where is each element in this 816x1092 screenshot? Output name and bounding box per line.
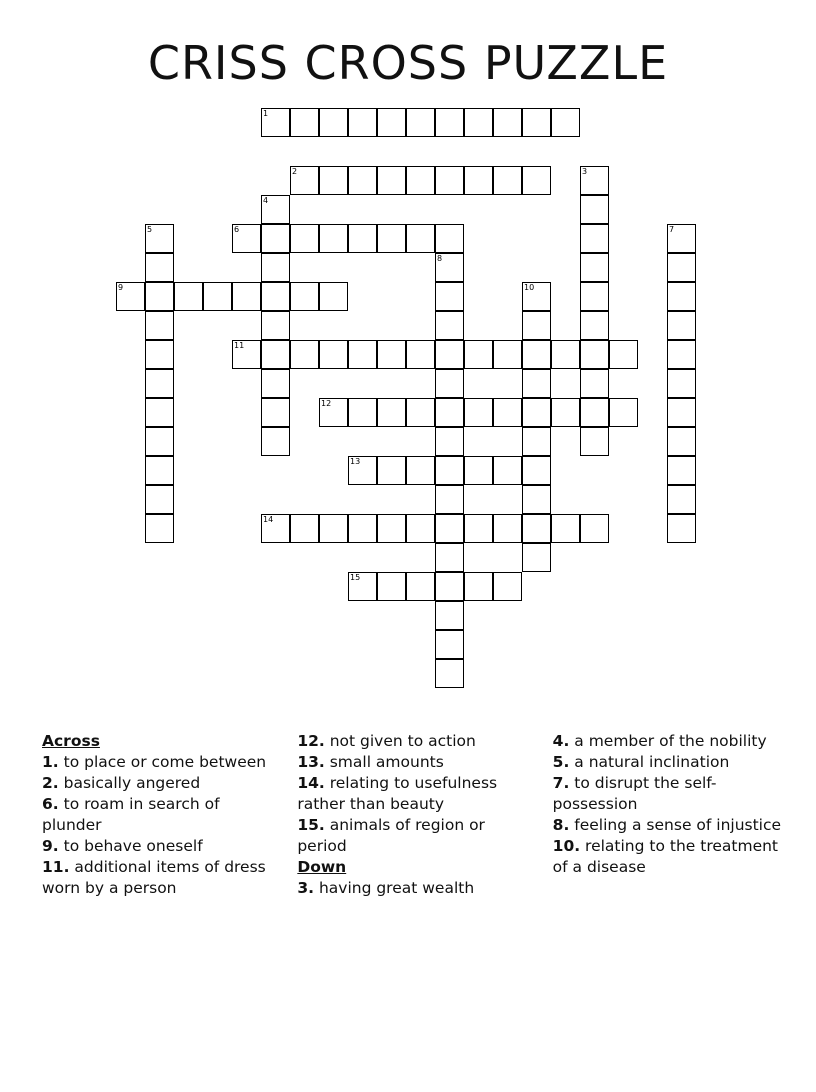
grid-cell-number: 15 [350,573,361,582]
grid-cell[interactable] [522,427,551,456]
grid-cell[interactable] [667,514,696,543]
clue-item [553,773,782,815]
grid-cell[interactable] [493,514,522,543]
grid-cell[interactable] [551,108,580,137]
clue-text: relating to usefulness rather than beauty [297,774,498,813]
page-title: CRISS CROSS PUZZLE [147,36,669,90]
grid-cell[interactable] [116,282,145,311]
down-heading: Down [297,858,347,876]
grid-cell[interactable] [580,514,609,543]
grid-cell[interactable] [319,340,348,369]
grid-cell[interactable] [377,398,406,427]
clue-number: 12. [297,732,325,750]
grid-cell[interactable] [609,398,638,427]
grid-cell[interactable] [348,514,377,543]
grid-cell[interactable] [261,340,290,369]
grid-cell[interactable] [464,166,493,195]
grid-cell-number: 3 [582,167,588,176]
clue-number: 2. [42,774,59,792]
clue-item [553,815,782,836]
grid-cell[interactable] [667,427,696,456]
grid-cell[interactable] [435,514,464,543]
grid-cell[interactable] [667,224,696,253]
grid-cell[interactable] [522,514,551,543]
grid-cell[interactable] [145,369,174,398]
clue-item [297,731,526,752]
clue-item [297,752,526,773]
grid-cell-number: 1 [263,109,269,118]
grid-cell-number: 11 [234,341,245,350]
grid-cell[interactable] [406,224,435,253]
grid-cell[interactable] [522,166,551,195]
grid-cell[interactable] [145,253,174,282]
grid-cell[interactable] [667,369,696,398]
grid-cell-number: 4 [263,196,269,205]
grid-cell[interactable] [261,311,290,340]
clue-number: 8. [552,816,570,834]
clue-item [297,878,526,899]
grid-cell[interactable] [319,398,348,427]
grid-cell[interactable] [406,166,435,195]
grid-cell[interactable] [145,427,174,456]
clue-text: a member of the nobility [569,732,767,750]
grid-cell[interactable] [348,108,377,137]
grid-cell[interactable] [348,166,377,195]
grid-cell[interactable] [319,108,348,137]
grid-cell[interactable] [580,282,609,311]
grid-cell[interactable] [522,369,551,398]
grid-cell[interactable] [319,514,348,543]
clue-number: 15. [297,816,325,834]
grid-cell[interactable] [261,195,290,224]
grid-cell[interactable] [145,224,174,253]
grid-cell[interactable] [435,166,464,195]
grid-cell[interactable] [348,340,377,369]
grid-cell[interactable] [377,572,406,601]
grid-cell[interactable] [406,398,435,427]
grid-cell[interactable] [580,195,609,224]
grid-cell[interactable] [551,514,580,543]
grid-cell[interactable] [493,572,522,601]
grid-cell[interactable] [435,282,464,311]
grid-cell[interactable] [435,224,464,253]
grid-cell[interactable] [145,282,174,311]
grid-cell[interactable] [203,282,232,311]
clue-item [553,836,782,878]
grid-cell[interactable] [406,108,435,137]
clue-item [42,836,271,857]
grid-cell[interactable] [522,543,551,572]
clue-number: 14. [297,774,325,792]
clue-text: to behave oneself [58,837,203,855]
grid-cell[interactable] [580,224,609,253]
grid-cell[interactable] [464,456,493,485]
grid-cell[interactable] [435,369,464,398]
grid-cell[interactable] [435,311,464,340]
grid-cell[interactable] [232,340,261,369]
grid-cell[interactable] [406,340,435,369]
grid-cell[interactable] [435,340,464,369]
clue-number: 1. [42,753,59,771]
grid-cell[interactable] [551,398,580,427]
grid-cell[interactable] [145,340,174,369]
grid-cell[interactable] [667,398,696,427]
grid-cell[interactable] [435,543,464,572]
grid-cell[interactable] [261,398,290,427]
grid-cell[interactable] [435,659,464,688]
grid-cell[interactable] [261,282,290,311]
grid-cell-number: 5 [147,225,153,234]
clue-item [42,773,271,794]
clue-number: 6. [42,795,59,813]
clue-text: basically angered [58,774,201,792]
grid-cell[interactable] [667,282,696,311]
clue-text: to place or come between [58,753,267,771]
grid-cell[interactable] [522,311,551,340]
clue-number: 11. [42,858,70,876]
grid-cell[interactable] [290,340,319,369]
grid-cell[interactable] [435,108,464,137]
clue-item [553,752,782,773]
grid-cell[interactable] [261,427,290,456]
grid-cell[interactable] [290,108,319,137]
grid-cell[interactable] [522,340,551,369]
grid-cell[interactable] [232,282,261,311]
clue-text: to roam in search of plunder [42,795,220,834]
grid-cell[interactable] [145,485,174,514]
grid-cell[interactable] [522,108,551,137]
clue-number: 13. [297,753,325,771]
grid-cell[interactable] [435,572,464,601]
grid-cell[interactable] [261,108,290,137]
grid-cell[interactable] [435,601,464,630]
grid-cell[interactable] [290,166,319,195]
grid-cell[interactable] [145,514,174,543]
grid-cell[interactable] [667,253,696,282]
clue-item [42,857,271,899]
grid-cell[interactable] [319,166,348,195]
grid-cell[interactable] [406,572,435,601]
clue-text: relating to the treatment of a disease [552,837,779,876]
grid-cell-number: 6 [234,225,240,234]
clue-item [553,731,782,752]
grid-cell[interactable] [522,456,551,485]
clue-text: to disrupt the self-possession [552,774,717,813]
grid-cell[interactable] [261,224,290,253]
grid-cell[interactable] [667,485,696,514]
grid-cell[interactable] [580,398,609,427]
clue-number: 4. [552,732,570,750]
clue-text: feeling a sense of injustice [569,816,782,834]
clue-number: 3. [297,879,315,897]
grid-cell[interactable] [609,340,638,369]
crossword-grid [0,108,816,668]
grid-cell-number: 7 [669,225,675,234]
grid-cell[interactable] [580,427,609,456]
grid-cell[interactable] [435,630,464,659]
grid-cell[interactable] [464,572,493,601]
grid-cell-number: 13 [350,457,361,466]
grid-cell[interactable] [435,456,464,485]
grid-cell[interactable] [290,282,319,311]
grid-cell[interactable] [377,514,406,543]
clue-number: 10. [552,837,581,855]
grid-cell[interactable] [667,340,696,369]
grid-cell[interactable] [464,108,493,137]
grid-cell[interactable] [493,398,522,427]
grid-cell[interactable] [435,485,464,514]
grid-cell[interactable] [464,514,493,543]
grid-cell[interactable] [261,253,290,282]
grid-cell[interactable] [377,108,406,137]
grid-cell[interactable] [406,456,435,485]
grid-cell-number: 14 [263,515,274,524]
grid-cell[interactable] [580,253,609,282]
grid-cell[interactable] [377,224,406,253]
grid-cell[interactable] [580,311,609,340]
grid-cell[interactable] [493,166,522,195]
clue-text: additional items of dress worn by a person [42,858,266,897]
grid-cell[interactable] [377,340,406,369]
clue-number: 9. [42,837,59,855]
clue-text: a natural inclination [569,753,730,771]
clue-item [42,794,271,836]
grid-cell[interactable] [319,224,348,253]
grid-cell[interactable] [290,224,319,253]
grid-cell[interactable] [435,253,464,282]
grid-cell[interactable] [261,369,290,398]
grid-cell[interactable] [464,340,493,369]
grid-cell-number: 10 [524,283,535,292]
grid-cell[interactable] [493,456,522,485]
clue-number: 7. [552,774,570,792]
grid-cell[interactable] [319,282,348,311]
grid-cell[interactable] [145,311,174,340]
clue-item [42,752,271,773]
grid-cell[interactable] [145,398,174,427]
clue-text: having great wealth [314,879,475,897]
grid-cell[interactable] [348,224,377,253]
grid-cell[interactable] [667,456,696,485]
clue-number: 5. [552,753,570,771]
clue-text: small amounts [324,753,444,771]
grid-cell[interactable] [348,456,377,485]
grid-cell[interactable] [667,311,696,340]
grid-cell[interactable] [493,108,522,137]
clue-item [297,773,526,815]
grid-cell[interactable] [435,427,464,456]
grid-cell-number: 2 [292,167,298,176]
grid-cell[interactable] [551,340,580,369]
grid-cell[interactable] [580,166,609,195]
grid-cell[interactable] [580,369,609,398]
across-heading: Across [42,732,100,750]
grid-cell-number: 9 [118,283,124,292]
grid-cell[interactable] [261,514,290,543]
clue-item [297,815,526,857]
grid-cell[interactable] [174,282,203,311]
grid-cell-number: 8 [437,254,443,263]
clue-text: not given to action [324,732,476,750]
grid-cell[interactable] [145,456,174,485]
grid-cell[interactable] [580,340,609,369]
grid-cell[interactable] [232,224,261,253]
grid-cell[interactable] [348,398,377,427]
clue-text: animals of region or period [297,816,485,855]
grid-cell[interactable] [522,398,551,427]
grid-cell-number: 12 [321,399,332,408]
grid-cell[interactable] [377,166,406,195]
grid-cell[interactable] [290,514,319,543]
clues-section [42,731,782,899]
grid-cell[interactable] [493,340,522,369]
grid-cell[interactable] [377,456,406,485]
grid-cell[interactable] [435,398,464,427]
grid-cell[interactable] [522,282,551,311]
grid-cell[interactable] [464,398,493,427]
grid-cell[interactable] [406,514,435,543]
grid-cell[interactable] [522,485,551,514]
grid-cell[interactable] [348,572,377,601]
